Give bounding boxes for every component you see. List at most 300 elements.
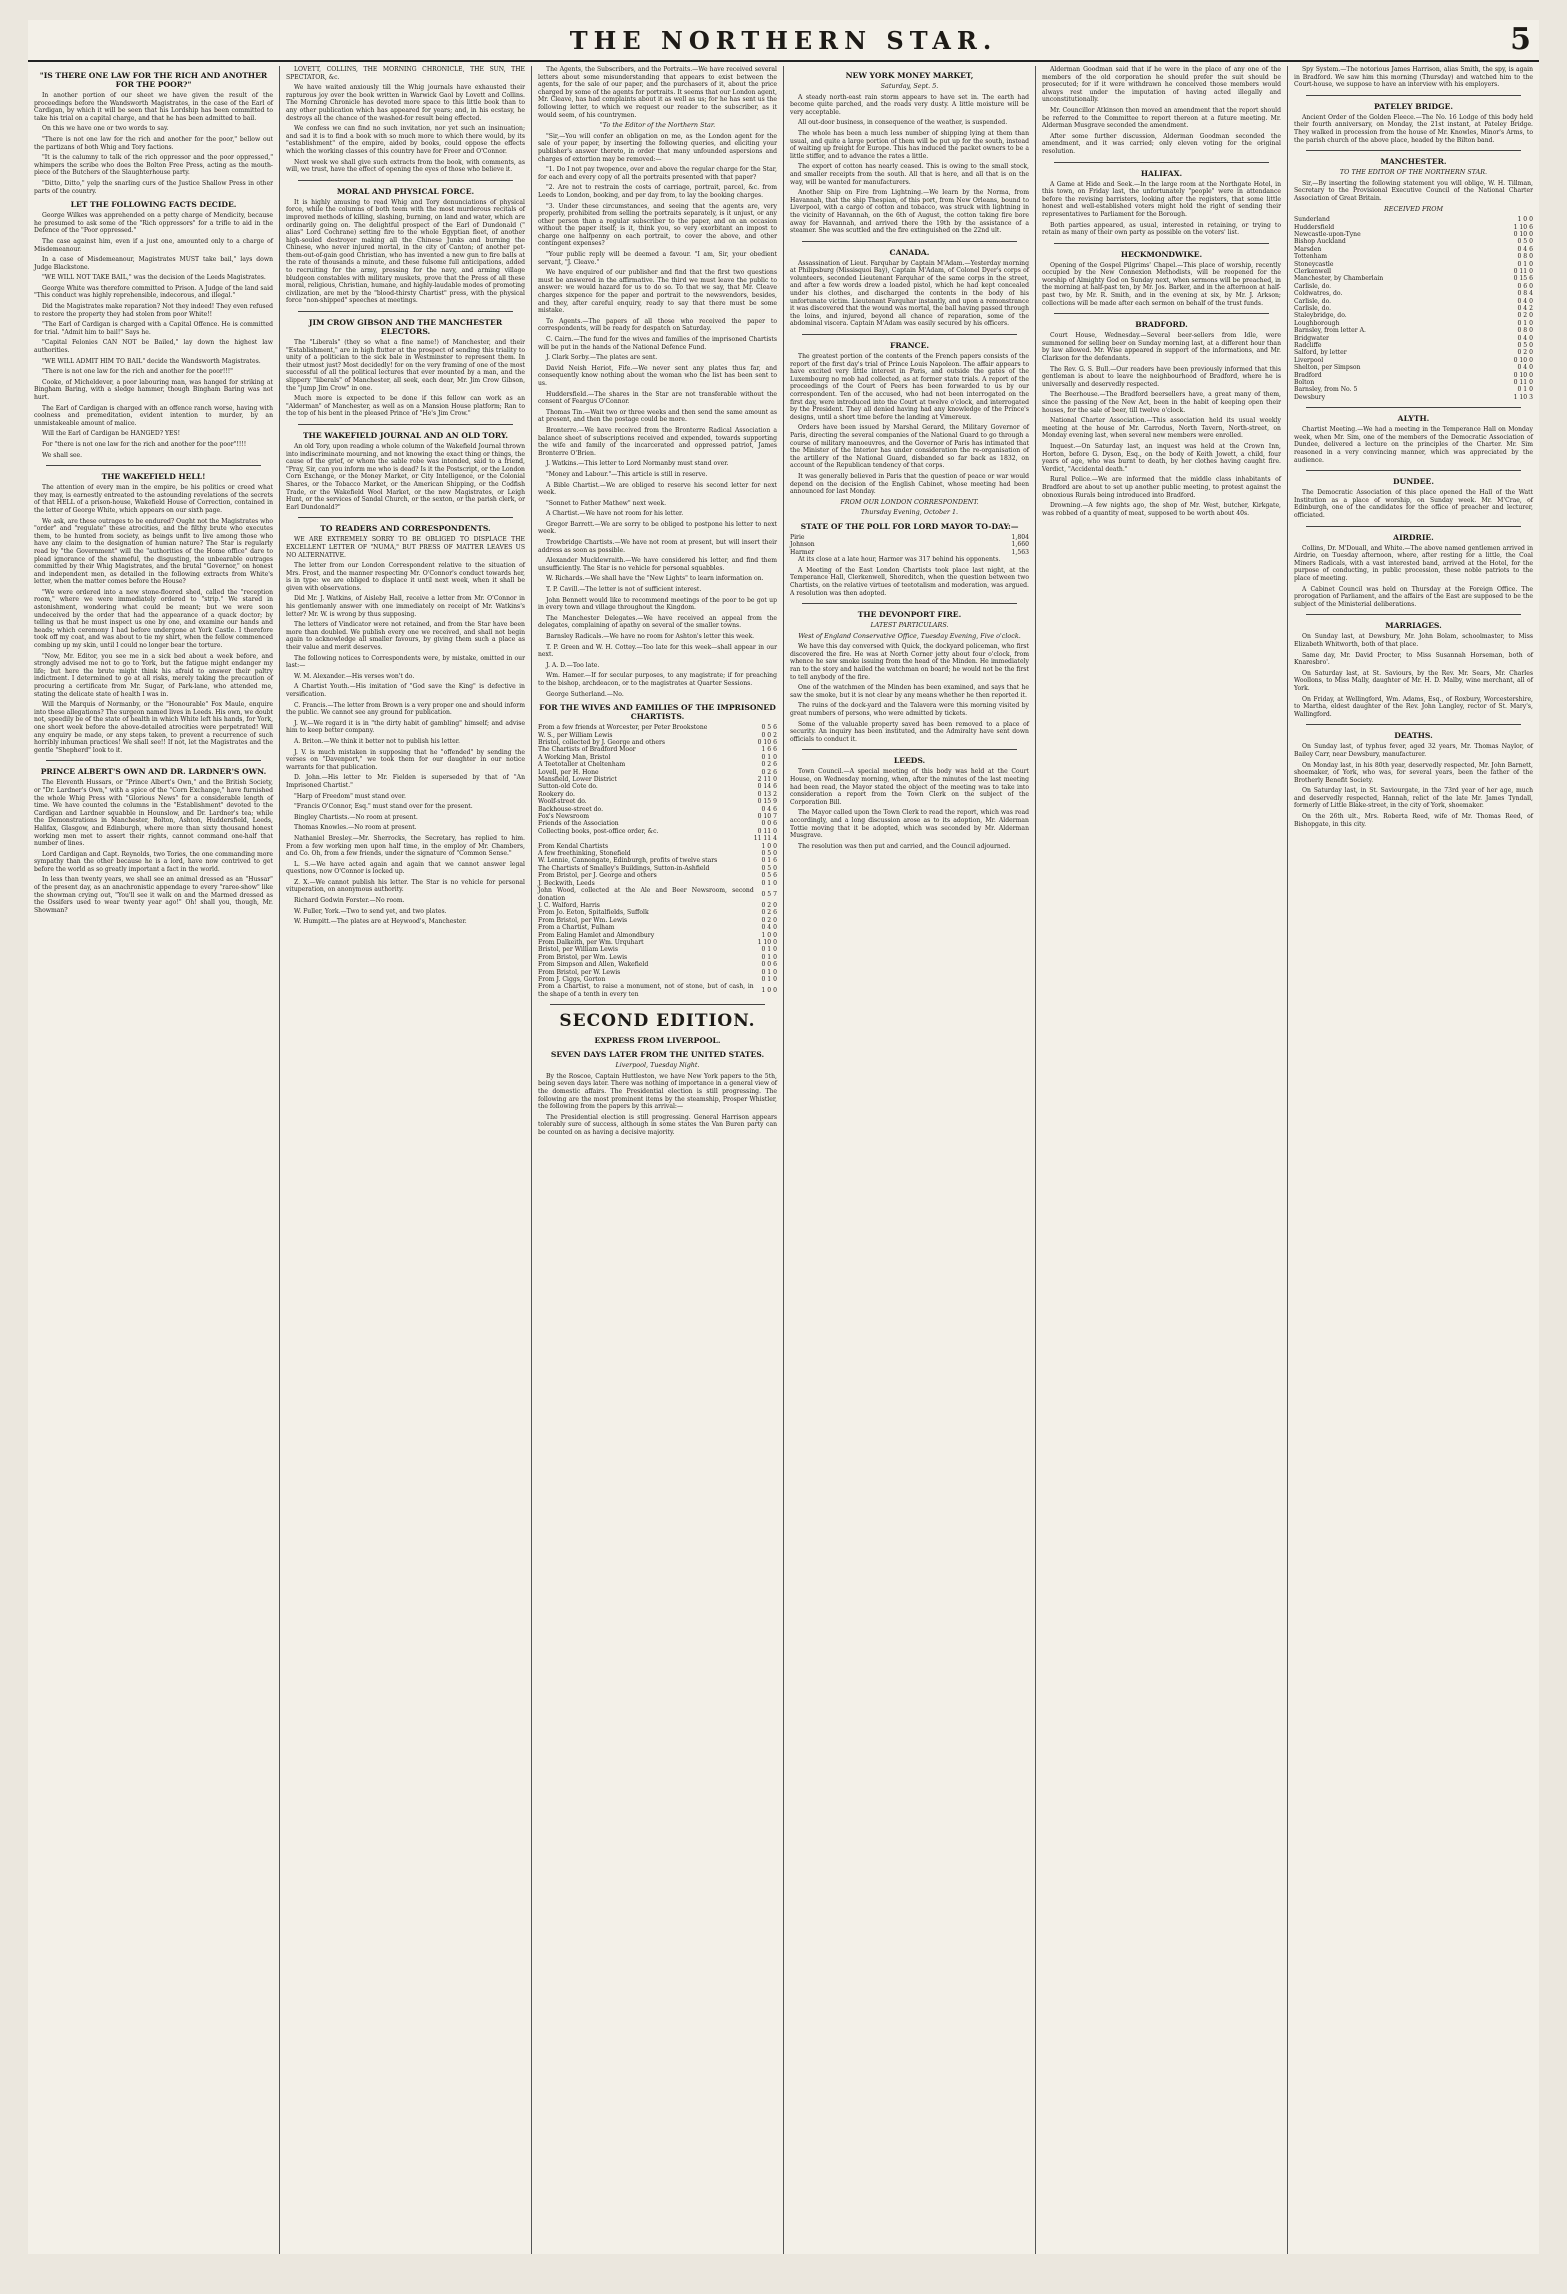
- article-paragraph: C. Cairn.—The fund for the wives and families of the imprisoned Chartists will be put in the hands of the National Defence Fund.: [538, 336, 777, 351]
- article-paragraph: On Saturday last, in St. Saviourgate, in the 73rd year of her age, much and deservedly respected, Hannah, relict of the late Mr. James Tyndall, formerly of Little Blake-street, in the city of York, shoemaker.: [1294, 787, 1533, 810]
- article-paragraph: J. Clark Sorby.—The plates are sent.: [546, 354, 658, 362]
- row-label: From Bristol, per Wm. Lewis: [538, 916, 628, 924]
- row-amount: 1,804: [1011, 533, 1029, 541]
- article-heading: MORAL AND PHYSICAL FORCE.: [336, 186, 475, 196]
- article-paragraph: Did the Magistrates make reparation? Not they indeed! They even refused to restore the property they had stolen from poor White!!: [34, 303, 273, 318]
- article-subheading: West of England Conservative Office, Tuesday Evening, Five o'clock.: [798, 631, 1021, 640]
- article-paragraph: The case against him, even if a just one, amounted only to a charge of Misdemeanour.: [34, 237, 273, 253]
- article-paragraph: Next week we shall give such extracts from the book, with comments, as will, we trust, have the effect of opening the eyes of those who believe it.: [286, 158, 525, 174]
- article-paragraph: George Sutherland.—No.: [546, 690, 624, 698]
- row-amount: 0 1 0: [761, 953, 777, 961]
- article-paragraph: After some further discussion, Alderman Goodman seconded the amendment, and it was carried; only eleven voting for the original resolution.: [1042, 132, 1281, 155]
- article-heading: ALYTH.: [1397, 414, 1430, 424]
- table-row: [538, 828, 777, 835]
- article-paragraph: The attention of every man in the empire, be his politics or creed what they may, is earnestly entreated to the astounding revelations of the secrets of that HELL of a prison-house, Wakefield House of Correction, contained in the letter of George White, which appears on our sixth page.: [34, 484, 273, 514]
- article-paragraph: Some of the valuable property saved has been removed to a place of security. An inquiry has been instituted, and the Admiralty have sent down officials to conduct it.: [790, 720, 1029, 743]
- row-label: Stoneycastle: [1294, 260, 1334, 268]
- row-label: W. S., per William Lewis: [538, 731, 613, 739]
- row-label: Woolf-street do.: [538, 798, 587, 806]
- row-label: A Teetotaller at Cheltenham: [538, 761, 626, 769]
- article-paragraph: "Sir,—You will confer an obligation on me, as the London agent for the sale of your paper, by inserting the following queries, and eliciting your publisher's answer thereto, in order that many unfounded aspersions and charges of extortion may be removed:—: [538, 132, 777, 163]
- table-row: [1294, 290, 1533, 297]
- table-row: [538, 887, 777, 902]
- article-paragraph: Inquest.—On Saturday last, an inquest was held at the Crown Inn, Horton, before G. Dyson, Esq., on the body of Keith Jowett, a child, four years of age, who was burnt to death, by her clothes having caught fire. Verdict, "Accidental death.": [1042, 442, 1281, 473]
- row-amount: 0 11 0: [1513, 267, 1533, 275]
- row-amount: 0 2 6: [761, 909, 777, 917]
- article-paragraph: On this we have one or two words to say.: [42, 125, 169, 133]
- article-heading: STATE OF THE POLL FOR LORD MAYOR TO-DAY:—: [800, 521, 1019, 531]
- row-amount: 0 4 0: [1517, 297, 1533, 305]
- column-divider: [46, 465, 261, 466]
- column-divider: [1306, 724, 1521, 725]
- table-row: [538, 909, 777, 916]
- table-row: [1294, 327, 1533, 334]
- row-label: Pirie: [790, 533, 805, 541]
- article-paragraph: Will the Marquis of Normanby, or the "Honourable" Fox Maule, enquire into these allegations? The surgeon named lives in Leeds. His own, we doubt not, speedily be of the state of health in which White left his hands, for York, one short week before the above-detailed atrocities were perpetrated! Will any enquiry be made, or any steps taken, to prevent a recurrence of such horribly inhuman practices! We shall see!! If not, let the Magistrates and the gentle "Shepherd" look to it.: [34, 701, 273, 754]
- row-label: Sunderland: [1294, 216, 1330, 224]
- article-paragraph: "Ditto, Ditto," yelp the snarling curs of the Justice Shallow Press in other parts of the country.: [34, 179, 273, 195]
- row-amount: 0 5 0: [761, 864, 777, 872]
- row-amount: 0 0 6: [761, 820, 777, 828]
- table-row: [1294, 349, 1533, 356]
- article-paragraph: W. Humpitt.—The plates are at Heywood's, Manchester.: [294, 918, 467, 926]
- article-paragraph: WE ARE EXTREMELY SORRY TO BE OBLIGED TO DISPLACE THE EXCELLENT LETTER OF "NUMA," BUT PRESS OF MATTER LEAVES US NO ALTERNATIVE.: [286, 536, 525, 559]
- article-paragraph: An old Tory, upon reading a whole column of the Wakefield Journal thrown into indiscriminate mourning, and not knowing the exact thing or things, the cause of the grief, or whom the sable robe was intended, said to a friend, "Pray, Sir, can you inform me who is dead? Is it the Postscript, or the London Corn Exchange, or the Money Market, or City Intelligence, or the Colonial Shares, or the Tobacco Market, or the American Shipping, or the Codfish Trade, or the Wakefield Wool Market, or the new Magistrates, or Leigh Hunt, or the services of Sandal Church, or the sexton, or the parish clerk, or Earl Dundonald?": [286, 442, 525, 511]
- row-label: From Bristol, per Wm. Lewis: [538, 953, 628, 961]
- article-paragraph: Both parties appeared, as usual, interested in retaining, or trying to retain as many of their own party as possible on the voters' list.: [1042, 221, 1281, 237]
- table-row: [538, 880, 777, 887]
- table-row: [1294, 305, 1533, 312]
- row-label: Bristol, collected by J. George and others: [538, 738, 666, 746]
- row-label: Liverpool: [1294, 356, 1324, 364]
- row-amount: 0 2 6: [761, 768, 777, 776]
- row-label: A Working Man, Bristol: [538, 753, 611, 761]
- article-paragraph: We have enquired of our publisher and find that the first two questions must be answered in the affirmative. The third we must leave the public to answer: we would hazard for us to do so. To that we say, that Mr. Cleave charges sixpence for the paper and portrait to the newsvendors, besides, and they, after careful enquiry, ready to say that there must be some mistake.: [538, 269, 777, 315]
- article-paragraph: All out-door business, in consequence of the weather, is suspended.: [798, 119, 1008, 127]
- table-row: [538, 976, 777, 983]
- article-paragraph: At its close at a late hour, Harmer was 317 behind his opponents.: [798, 556, 1001, 564]
- table-row: [1294, 224, 1533, 231]
- row-label: A few freethinking, Stonefield: [538, 850, 631, 858]
- table-row: [538, 843, 777, 850]
- article-paragraph: L. S.—We have acted again and again that we cannot answer legal questions, now O'Connor is locked up.: [286, 860, 525, 876]
- column-divider: [298, 311, 513, 312]
- article-paragraph: T. P. Green and W. H. Cottey.—Too late for this week—shall appear in our next.: [538, 643, 777, 659]
- table-row: [1294, 364, 1533, 371]
- article-paragraph: A Chartist Youth.—His imitation of "God save the King" is defective in versification.: [286, 683, 525, 698]
- article-paragraph: Nathaniel Bresley.—Mr. Sherrocks, the Secretary, has replied to him. From a few working men upon half time, in the employ of Mr. Chambers, and Co. Oh, from a few friends, under the signature of "Common Sense.": [286, 834, 525, 858]
- row-amount: 0 10 6: [757, 738, 777, 746]
- row-amount: 0 4 0: [761, 924, 777, 932]
- row-label: Newcastle-upon-Tyne: [1294, 230, 1361, 238]
- row-amount: 0 1 0: [761, 879, 777, 887]
- article-paragraph: "Francis O'Connor, Esq." must stand over for the present.: [294, 803, 473, 811]
- article-paragraph: "It is the calumny to talk of the rich oppressor and the poor oppressed," whimpers the scribe who does the Bolton Free Press, acting as the mouth-piece of the Butchers of the Slaughterhouse party.: [34, 154, 273, 177]
- table-row: [1294, 372, 1533, 379]
- article-heading: JIM CROW GIBSON AND THE MANCHESTER ELECTORS.: [308, 318, 503, 337]
- article-paragraph: In less than twenty years, we shall see an animal dressed as an "Hussar" of the present day, as an anachronistic appendage to every "raree-show" like the showman crying out, "You'll see it walk on and the Marmed dressed as the Ossifers used to wear twenty year ago!" Oh! shall you, though, Mr. Showman?: [34, 876, 273, 914]
- article-paragraph: Did Mr. J. Watkins, of Aisleby Hall, receive a letter from Mr. O'Connor in his gentlemanly answer with one immediately on receipt of Mr. Watkins's letter? Mr. W. is wrong by thus supposing.: [286, 595, 525, 618]
- article-paragraph: For "there is not one law for the rich and another for the poor"!!!!: [42, 440, 247, 448]
- article-paragraph: A Game at Hide and Seek.—In the large room at the Northgate Hotel, in this town, on Friday last, the unfortunately "people" were in attendance before the revising barristers, looking after the registers, that some little honest and well-established voters might hold the right of sending their representatives to Parliament for the Borough.: [1042, 180, 1281, 218]
- table-row: [538, 969, 777, 976]
- column-divider: [802, 334, 1017, 335]
- article-subheading: Liverpool, Tuesday Night.: [615, 1061, 700, 1070]
- row-amount: 0 15 9: [757, 798, 777, 806]
- table-row: [538, 769, 777, 776]
- column-divider: [1306, 150, 1521, 151]
- row-amount: 0 14 6: [757, 783, 777, 791]
- row-amount: 0 0 2: [761, 731, 777, 739]
- table-row: [1294, 231, 1533, 238]
- row-amount: 0 8 0: [1517, 253, 1533, 261]
- row-amount: 2 11 0: [757, 776, 777, 783]
- article-subheading: Saturday, Sept. 5.: [880, 82, 939, 90]
- article-heading: SEVEN DAYS LATER FROM THE UNITED STATES.: [550, 1050, 765, 1060]
- table-row: [538, 813, 777, 820]
- column-1: [28, 66, 280, 2254]
- article-paragraph: Alexander Mucklewraith.—We have considered his letter, and find them unsufficiently. The Star is no vehicle for personal squabbles.: [538, 557, 777, 572]
- row-amount: 0 4 0: [1517, 364, 1533, 372]
- column-5: [1036, 66, 1288, 2254]
- column-divider: [802, 603, 1017, 604]
- article-paragraph: D. John.—His letter to Mr. Fielden is superseded by that of "An Imprisoned Chartist.": [286, 774, 525, 789]
- article-paragraph: "There is not one law for the rich and another for the poor," bellow out the partizans of both Whig and Tory factions.: [34, 135, 273, 151]
- article-paragraph: Orders have been issued by Marshal Gerard, the Military Governor of Paris, directing the several companies of the National Guard to go through a course of military manoeuvres, and the Governor of Paris has intimated that the Minister of the Interior has under consideration the re-organisation of the artillery of the National Guard, disbanded so far back as 1832, on account of the Republican tendency of that corps.: [790, 424, 1029, 470]
- article-paragraph: It is highly amusing to read Whig and Tory denunciations of physical force, while the columns of both teem with the most murderous recitals of improved methods of killing, slashing, burning, on land and water, which are ordinarily going on. The delightful prospect of the Earl of Dundonald (" alias" Lord Cochrane) setting fire to the whole Egyptian fleet, of another high-souled destroyer making all the Chinese Junks and burning the Chinese, who never injured mortal, in the city of Canton; of another pet-them-out-of-gain good Christian, who has invented a new gun to fire balls at the rate of thousands a minute, and these fulsome full anticipations, added to recruiting for the army, pressing for the navy, and arming village bludgeon constables with military muskets, prove that the Press of all these moral, religious, Christian, humane, and highly-laudable modes of promoting civilization, are met by the "blood-thirsty Chartist" press, with the physical force "non-shipped" speeches at meetings.: [286, 198, 525, 305]
- row-label: W. Lennie, Cannongate, Edinburgh, profits of twelve stars: [538, 857, 718, 865]
- article-paragraph: We have waited anxiously till the Whig journals have exhausted their rapturous joy over the book written in Warwick Gaol by Lovett and Collins. The Morning Chronicle has devoted more space to this little book than to any other publication which has appeared for years; and, in his ecstasy, he destroys all the chance of the washed-for result being effected.: [286, 84, 525, 122]
- table-row: [1294, 246, 1533, 253]
- row-amount: 0 5 0: [761, 850, 777, 858]
- article-paragraph: The whole has been a much less number of shipping lying at them than usual, and quite a large portion of them will be put up for the south, instead of waiting up freight for Europe. This has induced the packet owners to be a little stiffer, and to advance the rates a little.: [790, 129, 1029, 160]
- row-label: Bridgwater: [1294, 334, 1329, 342]
- row-amount: 0 0 6: [761, 961, 777, 969]
- article-paragraph: "Sonnet to Father Mathew" next week.: [546, 499, 667, 507]
- row-amount: 0 11 0: [757, 827, 777, 835]
- article-paragraph: A Cabinet Council was held on Thursday at the Foreign Office. The prorogation of Parliament, and the affairs of the East are supposed to be the subject of the Ministerial deliberations.: [1294, 585, 1533, 608]
- row-label: Salford, by letter: [1294, 349, 1347, 357]
- row-label: From Bristol, per W. Lewis: [538, 968, 621, 976]
- article-paragraph: Another Ship on Fire from Lightning.—We learn by the Norma, from Havannah, that the ship Thespian, of this port, from New Orleans, bound to Liverpool, with a cargo of cotton and tobacco, was struck with lightning in the vicinity of Havannah, on the 6th of August, the cotton taking fire bore away for Havannah, and arrived there the 19th by the assistance of a steamer. She was scuttled and the fire extinguished on the 22nd ult.: [790, 189, 1029, 235]
- article-paragraph: Trowbridge Chartists.—We have not room at present, but will insert their address as soon as possible.: [538, 539, 777, 554]
- table-row: [1294, 275, 1533, 282]
- newspaper-title: THE NORTHERN STAR.: [569, 26, 998, 55]
- row-label: The Chartists of Smalley's Buildings, Sutton-in-Ashfield: [538, 864, 710, 872]
- article-paragraph: George Wilkes was apprehended on a petty charge of Mendicity, because he presumed to ask some of the "Rich oppressors" for a trifle to aid in the Defence of the "Poor oppressed.": [34, 212, 273, 235]
- article-paragraph: Bingley Chartists.—No room at present.: [294, 813, 418, 821]
- article-subheading: "To the Editor of the Northern Star.: [599, 121, 716, 130]
- article-subheading: LATEST PARTICULARS.: [870, 621, 949, 630]
- table-row: [1294, 283, 1533, 290]
- masthead: [28, 20, 1539, 62]
- table-row: [538, 746, 777, 753]
- row-label: John Wood, collected at the Ale and Beer Newsroom, second donation: [538, 887, 754, 902]
- article-paragraph: To Agents.—The papers of all those who received the paper to correspondents, will be ready for despatch on Saturday.: [538, 317, 777, 333]
- row-amount: 0 1 0: [1517, 386, 1533, 394]
- article-paragraph: "3. Under these circumstances, and seeing that the agents are, very properly, prohibited from selling the portraits separately, is it unjust, or any other person than a regular subscriber to the paper, and on an occasion without the paper itself; is it, think you, so very exorbitant an impost to charge one halfpenny on each portrait, to cover the above, and other contingent expenses?: [538, 202, 777, 248]
- article-paragraph: LOVETT, COLLINS, THE MORNING CHRONICLE, THE SUN, THE SPECTATOR, &c.: [286, 66, 525, 81]
- row-label: Fox's Newsroom: [538, 813, 590, 821]
- article-paragraph: Sir,—By inserting the following statement you will oblige, W. H. Tillman, Secretary to the Provisional Executive Council of the National Charter Association of Great Britain.: [1294, 179, 1533, 202]
- row-label: Backhouse-street do.: [538, 805, 604, 813]
- row-amount: 0 4 2: [1517, 305, 1533, 312]
- article-heading: HECKMONDWIKE.: [1120, 249, 1203, 259]
- row-amount: 1 6 6: [761, 746, 777, 754]
- table-row: [1294, 268, 1533, 275]
- article-paragraph: George White was therefore committed to Prison. A Judge of the land said "This conduct was highly reprehensible, indecorous, and illegal.": [34, 284, 273, 300]
- table-row: [538, 902, 777, 909]
- article-paragraph: Thomas Tin.—Wait two or three weeks and then send the same amount as at present, and then the postage could be more.: [538, 408, 777, 424]
- article-paragraph: The Eleventh Hussars, or "Prince Albert's Own," and the British Society, or "Dr. Lardner's Own," with a spice of the "Corn Exchange," have furnished the whole Whig Press with "Glorious News" for a considerable length of time. We have counted the columns in the "Establishment" devoted to the Cardigan and Lardner squabble in Hounslow, and Dr. Lardner's tea; while the Demonstrations in Manchester, Bolton, Ashton, Huddersfield, Leeds, Halifax, Glasgow, and Edinburgh, where more than sixty thousand honest working men met to assert their rights, cannot command one-half that number of lines.: [34, 779, 273, 848]
- row-label: Bolton: [1294, 379, 1315, 387]
- row-amount: 0 1 6: [761, 857, 777, 865]
- row-amount: 11 11 4: [753, 835, 777, 843]
- article-paragraph: The Democratic Association of this place opened the Hall of the Watt Institution as a place of worship, on Sunday week. Mr. M'Crae, of Edinburgh, one of the candidates for the office of preacher and lecturer, officiated.: [1294, 489, 1533, 520]
- table-row: [538, 739, 777, 746]
- article-paragraph: Assassination of Lieut. Farquhar by Captain M'Adam.—Yesterday morning at Philipsburg (Missisquoi Bay), Captain M'Adam, of Colonel Dyer's corps of volunteers, seconded Lieutenant Farquhar of the same corps in the street, and after a few words drew a loaded pistol, which he had kept concealed under his clothes, and discharged the contents in the body of his unfortunate victim. Lieutenant Farquhar instantly, and upon a remonstrance it was discovered that the wound was mortal, the ball having passed through the loins, and injured, beyond all chance of reparation, some of the abdominal viscera. Captain M'Adam was easily secured by his officers.: [790, 259, 1029, 328]
- article-subheading: TO THE EDITOR OF THE NORTHERN STAR.: [1339, 168, 1488, 177]
- subscription-table: [1294, 216, 1533, 401]
- article-paragraph: The Agents, the Subscribers, and the Portraits.—We have received several letters about some misunderstanding that appears to exist between the agents, for the sale of our paper, and the purchasers of it, about the price charged by some of the agents for portraits. It seems that our London agent, Mr. Cleave, has had complaints about it as well as us; for he has sent us the following letter, to which we request our reader to the subscriber, as it would seem, of his countrymen.: [538, 66, 777, 119]
- article-paragraph: The Mayor called upon the Town Clerk to read the report, which was read accordingly, and a long discussion arose as to its adoption, Mr. Alderman Tottie moving that it be adopted, which was seconded by Mr. Alderman Musgrave.: [790, 809, 1029, 840]
- row-label: Bishop Auckland: [1294, 238, 1346, 246]
- row-amount: 0 5 6: [761, 872, 777, 880]
- article-paragraph: Cooke, of Micheldever, a poor labouring man, was hanged for striking at Bingham Baring, with a sledge hammer, though Bingham Baring was not hurt.: [34, 378, 273, 401]
- table-row: [1294, 394, 1533, 401]
- article-heading: MARRIAGES.: [1385, 621, 1442, 631]
- article-heading: AIRDRIE.: [1393, 532, 1434, 542]
- column-divider: [1054, 162, 1269, 163]
- article-paragraph: The Beerhouse.—The Bradford beersellers have, a great many of them, since the passing of the New Act, been in the habit of keeping open their houses, for the sale of beer, till twelve o'clock.: [1042, 391, 1281, 414]
- article-paragraph: Z. X.—We cannot publish his letter. The Star is no vehicle for personal vituperation, on anonymous authority.: [286, 878, 525, 894]
- row-label: J. C. Walford, Harris: [538, 901, 600, 909]
- column-divider: [1306, 526, 1521, 527]
- article-columns: [28, 66, 1539, 2254]
- article-paragraph: We shall see.: [42, 451, 83, 459]
- row-label: Marsden: [1294, 245, 1322, 253]
- table-row: [538, 857, 777, 864]
- column-divider: [802, 749, 1017, 750]
- article-paragraph: Alderman Goodman said that if he were in the place of any one of the members of the old corporation he should prefer the suit should be prosecuted; for if it were withdrawn he conceived those members would always rest under the imputation of having acted illegally and unconstitutionally.: [1042, 66, 1281, 104]
- article-paragraph: In another portion of our sheet we have given the result of the proceedings before the Wandsworth Magistrates, in the case of the Earl of Cardigan, by which it will be seen that his Lordship has been committed to take his trial on a capital charge, and that he has been admitted to bail.: [34, 92, 273, 122]
- article-paragraph: "1. Do I not pay twopence, over and above the regular charge for the Star, for each and every copy of all the portraits presented with that paper?: [538, 166, 777, 181]
- article-paragraph: Mr. Councillor Atkinson then moved an amendment that the report should be referred to the Committee to report thereon at a future meeting. Mr. Alderman Musgrave seconded the amendment.: [1042, 106, 1281, 130]
- article-paragraph: J. Watkins.—This letter to Lord Normanby must stand over.: [546, 460, 729, 468]
- row-amount: 1 10 3: [1513, 393, 1533, 401]
- row-label: Bristol, per William Lewis: [538, 946, 619, 954]
- table-row: [1294, 379, 1533, 386]
- row-label: Tottenham: [1294, 253, 1328, 261]
- article-paragraph: The Earl of Cardigan is charged with an offence ranch worse, having with coolness and premeditation, evident intention to murder, by an unmistakeable amount of malice.: [34, 404, 273, 427]
- row-label: Carlisle, do.: [1294, 305, 1332, 312]
- article-paragraph: Huddersfield.—The shares in the Star are not transferable without the consent of Feargus O'Connor.: [538, 390, 777, 406]
- article-heading: DEATHS.: [1394, 731, 1433, 741]
- column-divider: [1306, 407, 1521, 408]
- article-paragraph: Collins, Dr. M'Douall, and White.—The above named gentlemen arrived in Airdrie, on Tuesday afternoon, where, after resting for a little, the Coal Miners Radicals, with a vast interested band, arrived at the Hotel, for the purpose of conducting, in public procession, these noble patriots to the place of meeting.: [1294, 544, 1533, 582]
- row-label: Sutton-old Cote do.: [538, 783, 598, 791]
- row-amount: 0 10 0: [1513, 230, 1533, 238]
- article-paragraph: "2. Are not to restrain the costs of carriage, portrait, parcel, &c. from Leeds to London, booking, and per day from, to lay the booking charges.: [538, 184, 777, 199]
- article-heading: BRADFORD.: [1135, 320, 1188, 330]
- article-paragraph: The greatest portion of the contents of the French papers consists of the report of the first day's trial of Prince Louis Napoleon. The affair appears to have excited very little interest in Paris, and outside the gates of the Luxembourg no mob had collected, as at former state trials. A report of the proceedings of the Court of Peers has been forwarded to us by our correspondent. Ten of the accused, who had not been interrogated on the first day, were introduced into the Court at twelve o'clock, and interrogated by the President. They all denied having had any knowledge of the Prince's designs, until a short time before the landing at Vimereux.: [790, 353, 1029, 421]
- table-row: [538, 939, 777, 946]
- article-paragraph: On the 26th ult., Mrs. Roberta Reed, wife of Mr. Thomas Reed, of Bishopgate, in this city.: [1294, 813, 1533, 828]
- row-amount: 0 13 2: [757, 790, 777, 798]
- column-6: [1288, 66, 1539, 2254]
- row-label: Johnson: [790, 541, 815, 549]
- article-paragraph: J. V. is much mistaken in supposing that he "offended" by sending the verses on "Davenport," we took them for our daughter in our notice warrants for that publication.: [286, 748, 525, 771]
- article-paragraph: In a case of Misdemeanour, Magistrates MUST take bail," lays down Judge Blackstone.: [34, 256, 273, 271]
- row-label: J. Beckwith, Leeds: [538, 879, 595, 887]
- row-amount: 0 1 0: [1517, 260, 1533, 268]
- article-subheading: FROM OUR LONDON CORRESPONDENT.: [840, 497, 979, 506]
- article-paragraph: "Harp of Freedom" must stand over.: [294, 792, 406, 800]
- table-row: [1294, 238, 1533, 245]
- row-label: Carlisle, do.: [1294, 297, 1332, 305]
- article-heading: THE DEVONPORT FIRE.: [857, 610, 962, 620]
- table-row: [1294, 342, 1533, 349]
- article-paragraph: National Charter Association.—This association held its usual weekly meeting at the house of Mr. Carrodus, North Tavern, North-street, on Monday evening last, when several new members were enrolled.: [1042, 417, 1281, 440]
- table-row: [1294, 335, 1533, 342]
- article-paragraph: Barnsley Radicals.—We have no room for Ashton's letter this week.: [546, 633, 755, 640]
- article-heading: "IS THERE ONE LAW FOR THE RICH AND ANOTHER FOR THE POOR?": [39, 71, 268, 89]
- row-label: Clerkenwell: [1294, 267, 1332, 275]
- row-amount: 0 1 0: [761, 753, 777, 761]
- article-paragraph: "WE WILL ADMIT HIM TO BAIL" decide the Wandsworth Magistrates.: [42, 357, 261, 365]
- table-row: [538, 924, 777, 931]
- article-paragraph: Rural Police.—We are informed that the middle class inhabitants of Bradford are about to set up another public meeting, to protest against the obnoxious Rurals being introduced into Bradford.: [1042, 476, 1281, 499]
- article-paragraph: The Presidential election is still progressing. General Harrison appears tolerably sure of success, although in some states the Van Buren party can be counted on as having a decisive majority.: [538, 1113, 777, 1136]
- table-row: [538, 783, 777, 790]
- article-paragraph: Wm. Hamer.—If for secular purposes, to any magistrate; if for preaching to the bishop, archdeacon, or to the magistrates at Quarter Sessions.: [538, 672, 777, 687]
- row-label: From Kendal Chartists: [538, 842, 609, 850]
- article-heading: EXPRESS FROM LIVERPOOL.: [594, 1036, 721, 1046]
- row-label: From a Chartist, Fulham: [538, 924, 615, 932]
- article-paragraph: The "Liberals" (they so what a fine name!) of Manchester, and their "Establishment," are in high flutter at the prospect of sending this triality to unity of a politician to the sick bale in Westminster to represent them. In their utmost just? Most decidedly! for on the very framing of one of the most successful of all the political lectures that ever mounted by a man, and the slippery "liberals" of Manchester, all seek, each dear, Mr. Jim Crow Gibson, the "jump Jim Crow" in one.: [286, 339, 525, 392]
- article-paragraph: Court House, Wednesday.—Several beer-sellers from Idle, were summoned for selling beer on Sunday morning last, at a different hour than by law allowed. Mr. Wise appeared in support of the informations, and Mr. Clarkson for the defendants.: [1042, 332, 1281, 363]
- table-row: [538, 850, 777, 857]
- article-heading: HALIFAX.: [1140, 168, 1183, 178]
- article-paragraph: "Now, Mr. Editor, you see me in a sick bed about a week before, and strongly advised me not to go to York, but the fatigue might endanger my life; but here the brute might think his afraid to answer their paltry indictment. I determined to go at all risks, merely taking the precaution of procuring a certificate from Mr. Sugar, of Park-lane, who attended me, stating the delicate state of health I was in.: [34, 652, 273, 698]
- row-label: Barnsley, from letter A.: [1294, 327, 1366, 335]
- article-heading: TO READERS AND CORRESPONDENTS.: [320, 524, 491, 534]
- table-row: [790, 549, 1029, 556]
- row-amount: 0 2 6: [761, 761, 777, 769]
- article-paragraph: The letters of Vindicator were not retained, and from the Star have been more than doubled. We publish every one we received, and shall not begin again to acknowledge all smaller favours, by giving them such a place as their value and merit deserves.: [286, 621, 525, 652]
- row-amount: 0 1 0: [1517, 319, 1533, 327]
- row-amount: 1 10 0: [757, 938, 777, 946]
- article-heading: DUNDEE.: [1393, 477, 1434, 487]
- table-row: [1294, 312, 1533, 319]
- article-paragraph: On Sunday last, at Dewsbury, Mr. John Bolam, schoolmaster, to Miss Elizabeth Whitworth, both of that place.: [1294, 633, 1533, 648]
- article-paragraph: W. Fuller, York.—Two to send yet, and two plates.: [294, 907, 447, 915]
- table-row: [790, 534, 1029, 541]
- table-row: [1294, 320, 1533, 327]
- row-label: From Jo. Eeton, Spitalfields, Suffolk: [538, 909, 649, 917]
- article-paragraph: On Sunday last, of typhus fever, aged 32 years, Mr. Thomas Naylor, of Bailey Carr, near Dewsbury, manufacturer.: [1294, 743, 1533, 758]
- row-amount: 0 10 0: [1513, 356, 1533, 364]
- table-row: [538, 791, 777, 798]
- row-amount: 0 5 6: [761, 724, 777, 732]
- article-heading: CANADA.: [889, 247, 930, 257]
- article-paragraph: The resolution was then put and carried, and the Council adjourned.: [798, 842, 1011, 850]
- article-paragraph: Ancient Order of the Golden Fleece.—The No. 16 Lodge of this body held their fourth anniversary, on Monday, the 21st instant, at Pateley Bridge. They walked in procession from the house of Mr. Knowles, Minor's Arms, to the parish church of the above place, headed by the Bilton band.: [1294, 113, 1533, 144]
- article-paragraph: Bronterre.—We have received from the Bronterre Radical Association a balance sheet of subscriptions received and expended, towards supporting the wife and family of the incarcerated and oppressed patriot, James Bronterre O'Brien.: [538, 426, 777, 457]
- table-row: [538, 761, 777, 768]
- row-amount: 0 11 0: [1513, 379, 1533, 387]
- column-divider: [550, 1004, 765, 1005]
- row-amount: 0 15 6: [1513, 275, 1533, 283]
- article-heading: LEEDS.: [893, 756, 926, 766]
- article-heading: FOR THE WIVES AND FAMILIES OF THE IMPRISONED CHARTISTS.: [539, 703, 776, 722]
- table-row: [1294, 253, 1533, 260]
- article-heading: LET THE FOLLOWING FACTS DECIDE.: [70, 200, 237, 210]
- row-label: Bradford: [1294, 371, 1322, 379]
- row-amount: 1 0 0: [761, 987, 777, 995]
- subscription-table: [538, 724, 777, 998]
- article-paragraph: By the Roscoe, Captain Huttleston, we have New York papers to the 5th, being seven days later. There was nothing of importance in a general view of the domestic affairs. The Presidential election is still progressing. The following are the most prominent items by the steamship, Prosper Whistler, the following from the papers by this arrival:—: [538, 1072, 777, 1111]
- row-amount: 1 10 6: [1513, 223, 1533, 231]
- newspaper-page: [28, 20, 1539, 2254]
- table-row: [538, 732, 777, 739]
- column-divider: [802, 241, 1017, 242]
- article-paragraph: Same day, Mr. David Procter, to Miss Susannah Horseman, both of Knaresbro'.: [1294, 651, 1533, 667]
- article-paragraph: "Your public reply will be deemed a favour. "I am, Sir, your obedient servant, "J. Cleave.": [538, 251, 777, 266]
- article-paragraph: Town Council.—A special meeting of this body was held at the Court House, on Wednesday morning, when, after the minutes of the last meeting had been read, the Mayor stated the object of the meeting was to take into consideration a report from the Town Clerk on the subject of the Corporation Bill.: [790, 768, 1029, 806]
- row-amount: 0 4 6: [1517, 245, 1533, 253]
- row-label: Staleybridge, do.: [1294, 312, 1347, 320]
- article-paragraph: It was generally believed in Paris that the question of peace or war would depend on the decision of the English Cabinet, whose meeting had been announced for last Monday.: [790, 472, 1029, 496]
- column-divider: [1306, 95, 1521, 96]
- article-paragraph: J. W.—We regard it is in "the dirty habit of gambling" himself; and advise him to keep better company.: [286, 719, 525, 735]
- row-label: Friends of the Association: [538, 820, 619, 828]
- article-paragraph: The Rev. G. S. Bull.—Our readers have been previously informed that this gentleman is about to leave the neighbourhood of Bradford, where he is universally and deservedly respected.: [1042, 365, 1281, 388]
- page-number: 5: [1510, 22, 1531, 57]
- article-heading: NEW YORK MONEY MARKET,: [845, 71, 974, 80]
- article-paragraph: Thomas Knowles.—No room at present.: [294, 824, 417, 832]
- column-divider: [1054, 243, 1269, 244]
- article-paragraph: J. A. D.—Too late.: [546, 661, 600, 669]
- row-label: Mansfield, Lower District: [538, 776, 617, 783]
- article-paragraph: W. M. Alexander.—His verses won't do.: [294, 672, 415, 680]
- edition-banner: SECOND EDITION.: [559, 1011, 756, 1032]
- row-amount: 0 2 0: [1517, 312, 1533, 320]
- row-amount: 0 10 7: [757, 813, 777, 821]
- row-label: Radcliffe: [1294, 342, 1322, 350]
- column-2: [280, 66, 532, 2254]
- column-divider: [1306, 470, 1521, 471]
- column-4: [784, 66, 1036, 2254]
- article-paragraph: On Friday, at Wellingford, Wm. Adams, Esq., of Roxbury, Worcestershire, to Martha, eldest daughter of the Rev. John Langley, rector of St. Mary's, Wallingford.: [1294, 695, 1533, 718]
- table-row: [538, 754, 777, 761]
- row-amount: 0 1 0: [761, 975, 777, 983]
- table-row: [538, 835, 777, 842]
- article-paragraph: The Manchester Delegates.—We have received an appeal from the delegates, complaining of apathy on several of the smaller towns.: [538, 614, 777, 630]
- table-row: [538, 724, 777, 731]
- article-heading: THE WAKEFIELD HELL!: [101, 472, 206, 482]
- row-amount: 0 4 0: [1517, 334, 1533, 342]
- table-row: [538, 983, 777, 998]
- article-paragraph: Drowning.—A few nights ago, the shop of Mr. West, butcher, Kirkgate, was robbed of a quantity of meat, supposed to be worth about 40s.: [1042, 502, 1281, 517]
- article-heading: THE WAKEFIELD JOURNAL AND AN OLD TORY.: [303, 430, 508, 440]
- column-divider: [298, 424, 513, 425]
- column-3: [532, 66, 784, 2254]
- article-paragraph: The letter from our London Correspondent relative to the situation of Mrs. Frost, and the manner respecting Mr. O'Connor's conduct towards her, is in type: we are obliged to displace it until next week, when it shall be given with observations.: [286, 562, 525, 592]
- article-paragraph: "Money and Labour."—This article is still in reserve.: [546, 470, 708, 478]
- row-label: From J. Ciggs, Gorton: [538, 975, 606, 983]
- article-paragraph: We confess we can find no such invitation, nor yet such an insinuation; and sad it is to find a book with so much more to which there would, by its "establishment" of the empire, aided by books, could oppose the effects which the working classes of this country have for Freer and O'Connor.: [286, 125, 525, 155]
